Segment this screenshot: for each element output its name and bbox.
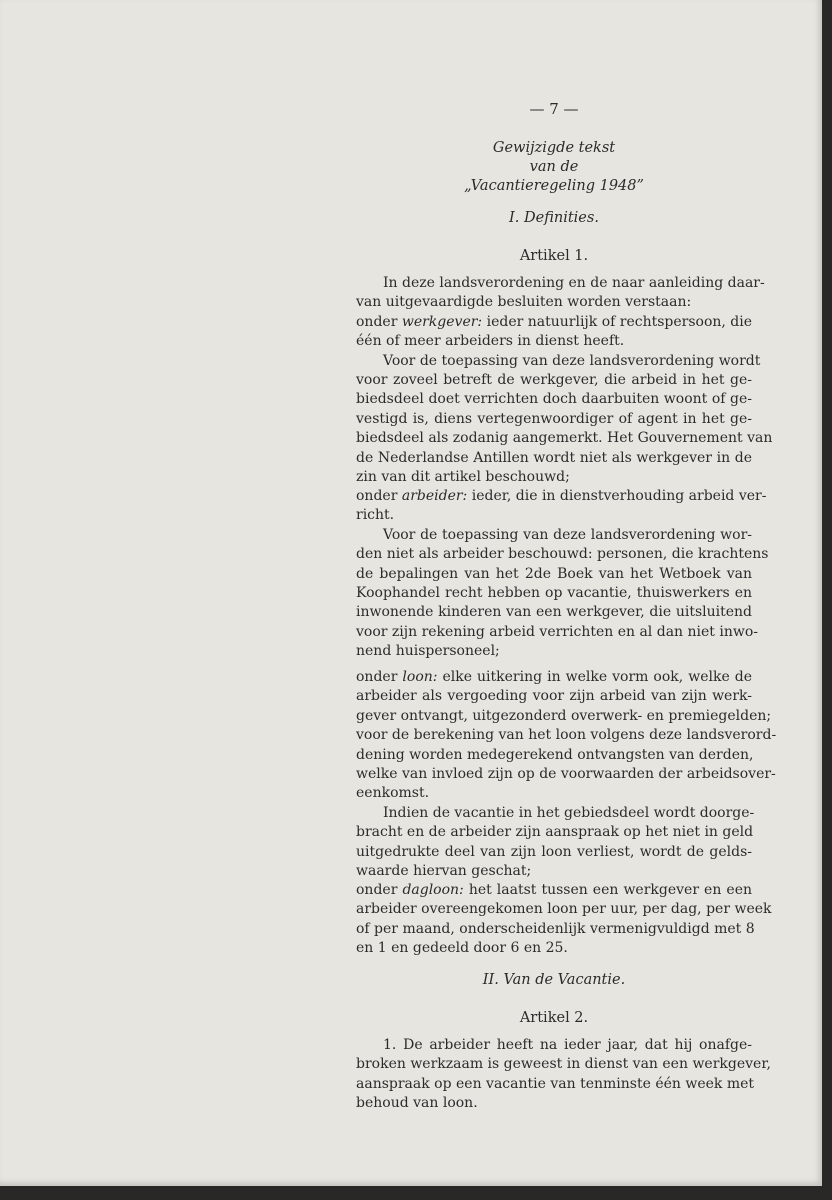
text-line: de Nederlandse Antillen wordt niet als werkgever in de [356,449,752,466]
text-line: arbeider overeengekomen loon per uur, per dag, per week [356,901,772,918]
text-line: van uitgevaardigde besluiten worden verstaan: [356,294,692,311]
text-line: Koophandel recht hebben op vacantie, thuiswerkers en [356,585,752,602]
text-line: Voor de toepassing van deze landsverordening wor- [383,526,752,543]
text-line: welke van invloed zijn op de voorwaarden der arbeidsover- [356,766,776,783]
term-werkgever: werkgever: [401,313,483,330]
text-line: vestigd is, diens vertegenwoordiger of agent in het ge- [356,410,752,427]
text-line: In deze landsverordening en de naar aanleiding daar- [383,275,765,291]
text-line: Voor de toepassing van deze landsverordening wordt [383,352,761,369]
text-line: inwonende kinderen van een werkgever, die uitsluitend [356,604,752,621]
text-line: bracht en de arbeider zijn aanspraak op het niet in geld [356,824,754,841]
page-number: — 7 — [529,100,579,118]
text-line: voor de berekening van het loon volgens deze landsverord- [356,727,777,744]
paragraph-arbeider [356,487,769,662]
text-line: nend huispersoneel; [356,643,500,660]
text-line: uitgedrukte deel van zijn loon verliest, wordt de gelds- [356,843,752,860]
text-line: broken werkzaam is geweest in dienst van een werkgever, [356,1056,771,1073]
paragraph-loon [356,668,777,881]
text-line: voor zoveel betreft de werkgever, die arbeid in het ge- [356,372,752,389]
text-line: eenkomst. [356,785,430,802]
text-line: de bepalingen van het 2de Boek van het Wetboek van [356,565,752,582]
definition-arbeider: onder arbeider: ieder, die in dienstverhouding arbeid ver- [356,488,767,504]
definition-loon: onder loon: elke uitkering in welke vorm ook, welke de [356,669,753,685]
document-title-line-1: Gewijzigde tekst [492,140,616,156]
text-line: biedsdeel als zodanig aangemerkt. Het Gouvernement van [356,430,773,447]
paragraph-intro [356,274,773,487]
text-line: en 1 en gedeeld door 6 en 25. [356,940,568,957]
text-line: den niet als arbeider beschouwd: personen, die krachtens [356,546,769,563]
article-heading-1: Artikel 1. [519,248,589,264]
text-line: of per maand, onderscheidenlijk vermenigvuldigd met 8 [356,920,755,937]
paragraph-article-2 [356,1036,771,1114]
text-line: voor zijn rekening arbeid verrichten en al dan niet inwo- [356,623,759,640]
section-heading-definities: I. Definities. [509,210,599,226]
text-line: waarde hiervan geschat; [356,863,532,880]
text-line: 1. De arbeider heeft na ieder jaar, dat hij onafge- [383,1037,752,1053]
paragraph-dagloon [356,881,772,959]
text-line: één of meer arbeiders in dienst heeft. [356,333,625,350]
definition-werkgever: onder werkgever: ieder natuurlijk of rechtspersoon, die [356,313,753,330]
term-loon: loon: [402,669,438,685]
text-line: aanspraak op een vacantie van tenminste één week met [356,1075,755,1092]
document-title-line-2: van de [529,159,579,175]
term-dagloon: dagloon: [402,882,464,898]
term-arbeider: arbeider: [401,488,468,504]
text-line: richt. [356,507,395,524]
definition-dagloon: onder dagloon: het laatst tussen een werkgever en een [356,882,752,898]
section-heading-vacantie: II. Van de Vacantie. [482,972,626,988]
text-line: arbeider als vergoeding voor zijn arbeid van zijn werk- [356,688,752,705]
text-line: dening worden medegerekend ontvangsten van derden, [356,746,754,763]
document-title-line-3: „Vacantieregeling 1948” [464,178,644,194]
text-line: Indien de vacantie in het gebiedsdeel wordt doorge- [383,804,755,821]
article-heading-2: Artikel 2. [519,1010,589,1026]
text-line: behoud van loon. [356,1095,478,1112]
text-line: gever ontvangt, uitgezonderd overwerk- en premiegelden; [356,707,772,724]
text-line: biedsdeel doet verrichten doch daarbuiten woont of ge- [356,391,752,408]
text-line: zin van dit artikel beschouwd; [356,469,570,486]
